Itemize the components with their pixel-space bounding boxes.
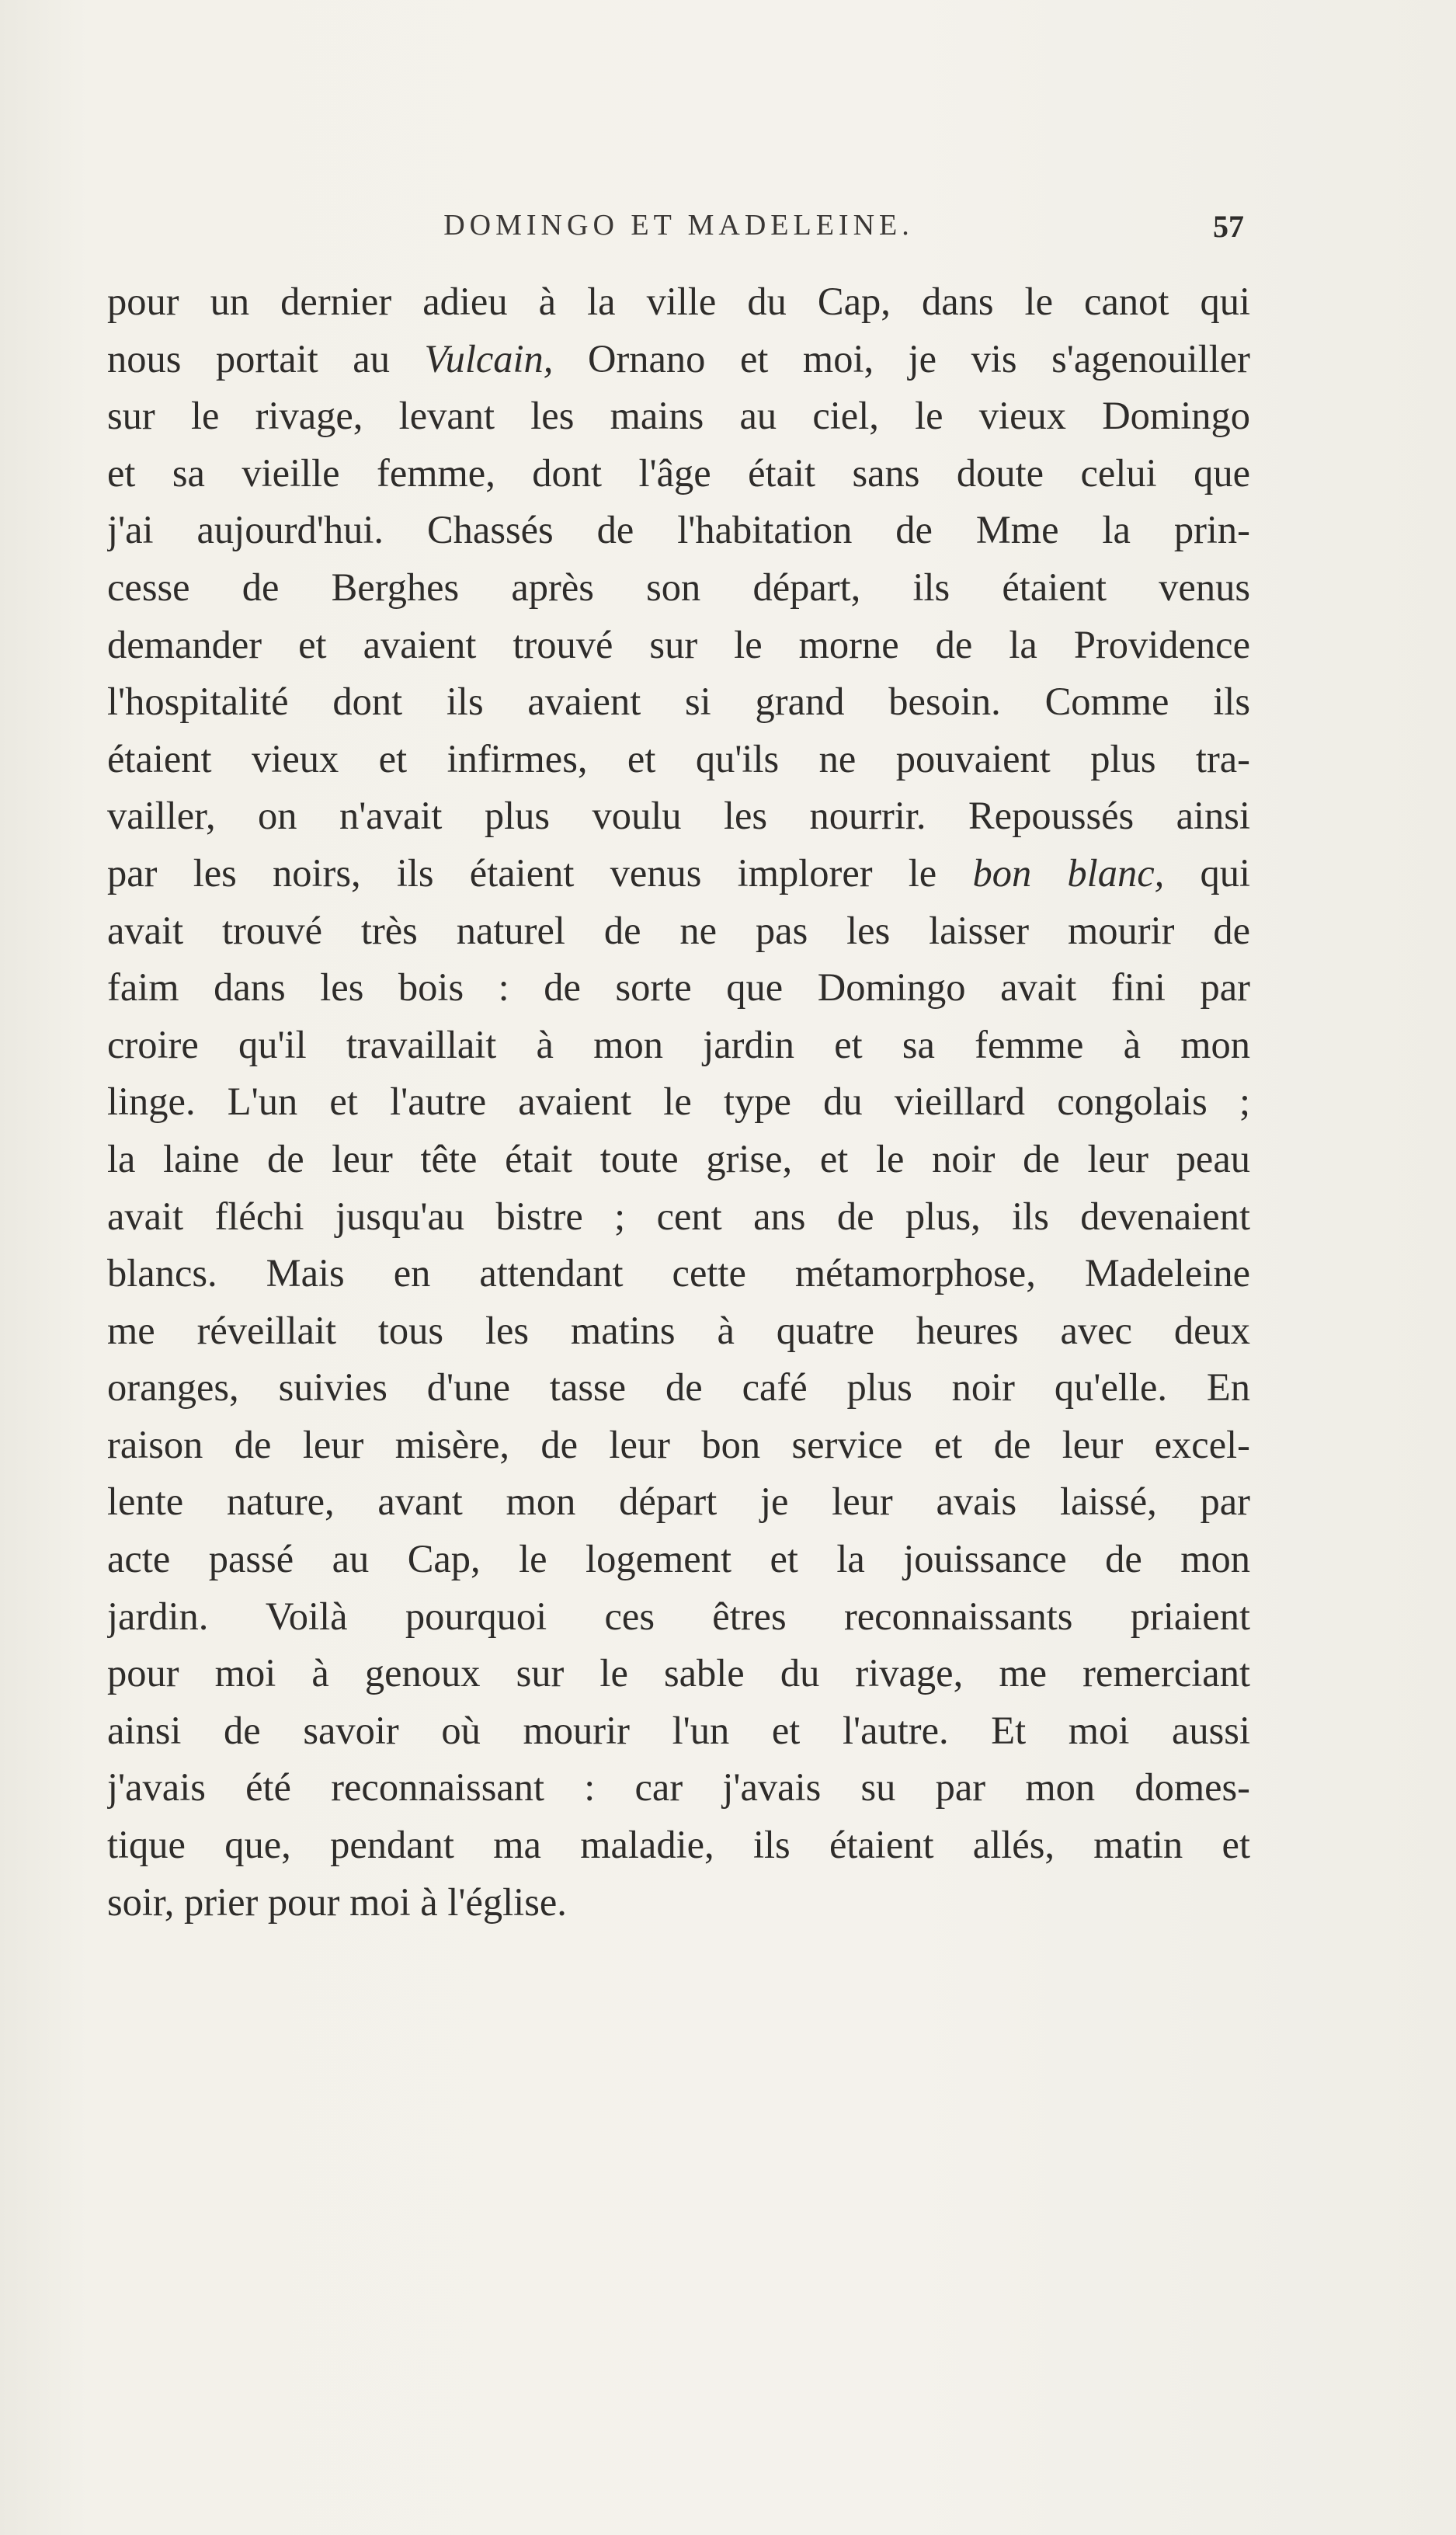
text-line-content (107, 1588, 1250, 1646)
italic-text-segment: Vulcain, (424, 336, 554, 381)
running-title: DOMINGO ET MADELEINE. (443, 209, 914, 242)
text-segment: la laine de leur tête était toute grise, et le noir de leur peau (107, 1136, 1250, 1181)
italic-text-segment: bon blanc, (972, 850, 1165, 895)
text-line (107, 1817, 1250, 1874)
text-line (107, 788, 1250, 845)
text-line-content (107, 1073, 1250, 1131)
text-line-content (107, 1188, 1250, 1246)
text-segment: soir, prier pour moi à l'église. (107, 1880, 567, 1924)
text-line-content (107, 1017, 1250, 1074)
text-segment: blancs. Mais en attendant cette métamorphose, Madeleine (107, 1251, 1250, 1295)
text-line (107, 1759, 1250, 1817)
text-segment: avait trouvé très naturel de ne pas les laisser mourir de (107, 908, 1250, 952)
text-segment: j'avais été reconnaissant : car j'avais su par mon domes- (107, 1765, 1250, 1810)
text-line (107, 1874, 1250, 1932)
text-line-content (107, 788, 1250, 845)
text-line (107, 1531, 1250, 1588)
text-line (107, 617, 1250, 674)
text-line-content (107, 731, 1250, 788)
text-line-content (107, 1759, 1250, 1817)
text-line (107, 1702, 1250, 1760)
text-segment: tique que, pendant ma maladie, ils étaient allés, matin et (107, 1823, 1250, 1867)
text-line-content (107, 502, 1250, 559)
text-line-content (107, 331, 1250, 388)
text-line (107, 445, 1250, 502)
text-line (107, 502, 1250, 559)
text-line (107, 1302, 1250, 1360)
text-line-content (107, 559, 1250, 617)
text-segment: acte passé au Cap, le logement et la jouissance de mon (107, 1537, 1250, 1581)
text-line (107, 1473, 1250, 1531)
text-line (107, 1073, 1250, 1131)
text-segment: ainsi de savoir où mourir l'un et l'autre. Et moi aussi (107, 1708, 1250, 1752)
text-line-content (107, 1874, 1250, 1932)
text-line (107, 1645, 1250, 1702)
text-segment: j'ai aujourd'hui. Chassés de l'habitation de Mme la prin- (107, 508, 1250, 552)
text-line (107, 1359, 1250, 1417)
text-segment: jardin. Voilà pourquoi ces êtres reconnaissants priaient (107, 1594, 1250, 1638)
text-segment: pour moi à genoux sur le sable du rivage, me remerciant (107, 1651, 1250, 1695)
text-segment: nous portait au (107, 336, 425, 381)
text-segment: sur le rivage, levant les mains au ciel, le vieux Domingo (107, 394, 1250, 438)
text-line (107, 1417, 1250, 1474)
text-line-content (107, 1645, 1250, 1702)
text-line (107, 845, 1250, 902)
text-segment: avait fléchi jusqu'au bistre ; cent ans de plus, ils devenaient (107, 1194, 1250, 1238)
running-head (107, 208, 1250, 255)
text-segment: me réveillait tous les matins à quatre heures avec deux (107, 1308, 1250, 1352)
text-line-content (107, 1359, 1250, 1417)
text-segment: par les noirs, ils étaient venus implorer le (107, 850, 973, 895)
text-segment: Ornano et moi, je vis s'agenouiller (553, 336, 1250, 381)
text-segment: lente nature, avant mon départ je leur avais laissé, par (107, 1480, 1250, 1524)
text-line (107, 559, 1250, 617)
text-line-content (107, 959, 1250, 1017)
text-line-content (107, 273, 1250, 331)
text-line-content (107, 1702, 1250, 1760)
text-segment: pour un dernier adieu à la ville du Cap, dans le canot qui (107, 280, 1250, 323)
text-line (107, 673, 1250, 731)
text-line (107, 1588, 1250, 1646)
text-segment: croire qu'il travaillait à mon jardin et sa femme à mon (107, 1022, 1250, 1066)
text-line (107, 1131, 1250, 1188)
text-line (107, 273, 1250, 331)
text-line (107, 1188, 1250, 1246)
text-line-content (107, 445, 1250, 502)
text-line (107, 731, 1250, 788)
text-line-content (107, 388, 1250, 445)
text-segment: cesse de Berghes après son départ, ils étaient venus (107, 565, 1250, 609)
text-line-content (107, 1245, 1250, 1302)
text-line (107, 1017, 1250, 1074)
text-line (107, 959, 1250, 1017)
text-segment: et sa vieille femme, dont l'âge était sans doute celui que (107, 450, 1250, 495)
text-line-content (107, 1417, 1250, 1474)
text-segment: oranges, suivies d'une tasse de café plus noir qu'elle. En (107, 1365, 1250, 1410)
text-line-content (107, 1531, 1250, 1588)
text-line-content (107, 1302, 1250, 1360)
text-segment: vailler, on n'avait plus voulu les nourrir. Repoussés ainsi (107, 794, 1250, 838)
text-line (107, 388, 1250, 445)
text-line (107, 331, 1250, 388)
text-line-content (107, 1817, 1250, 1874)
text-segment: demander et avaient trouvé sur le morne de la Providence (107, 622, 1250, 666)
text-line-content (107, 1473, 1250, 1531)
text-line-content (107, 902, 1250, 960)
text-segment: raison de leur misère, de leur bon service et de leur excel- (107, 1422, 1250, 1466)
text-segment: linge. L'un et l'autre avaient le type du vieillard congolais ; (107, 1080, 1250, 1124)
text-line (107, 902, 1250, 960)
page-number: 57 (1213, 209, 1244, 244)
text-line-content (107, 673, 1250, 731)
text-segment: qui (1164, 850, 1250, 895)
text-line-content (107, 617, 1250, 674)
text-segment: l'hospitalité dont ils avaient si grand besoin. Comme ils (107, 680, 1250, 724)
text-segment: faim dans les bois : de sorte que Domingo avait fini par (107, 965, 1250, 1010)
body-text (107, 273, 1250, 1931)
text-line (107, 1245, 1250, 1302)
text-line-content (107, 1131, 1250, 1188)
text-segment: étaient vieux et infirmes, et qu'ils ne pouvaient plus tra- (107, 736, 1250, 781)
text-line-content (107, 845, 1250, 902)
